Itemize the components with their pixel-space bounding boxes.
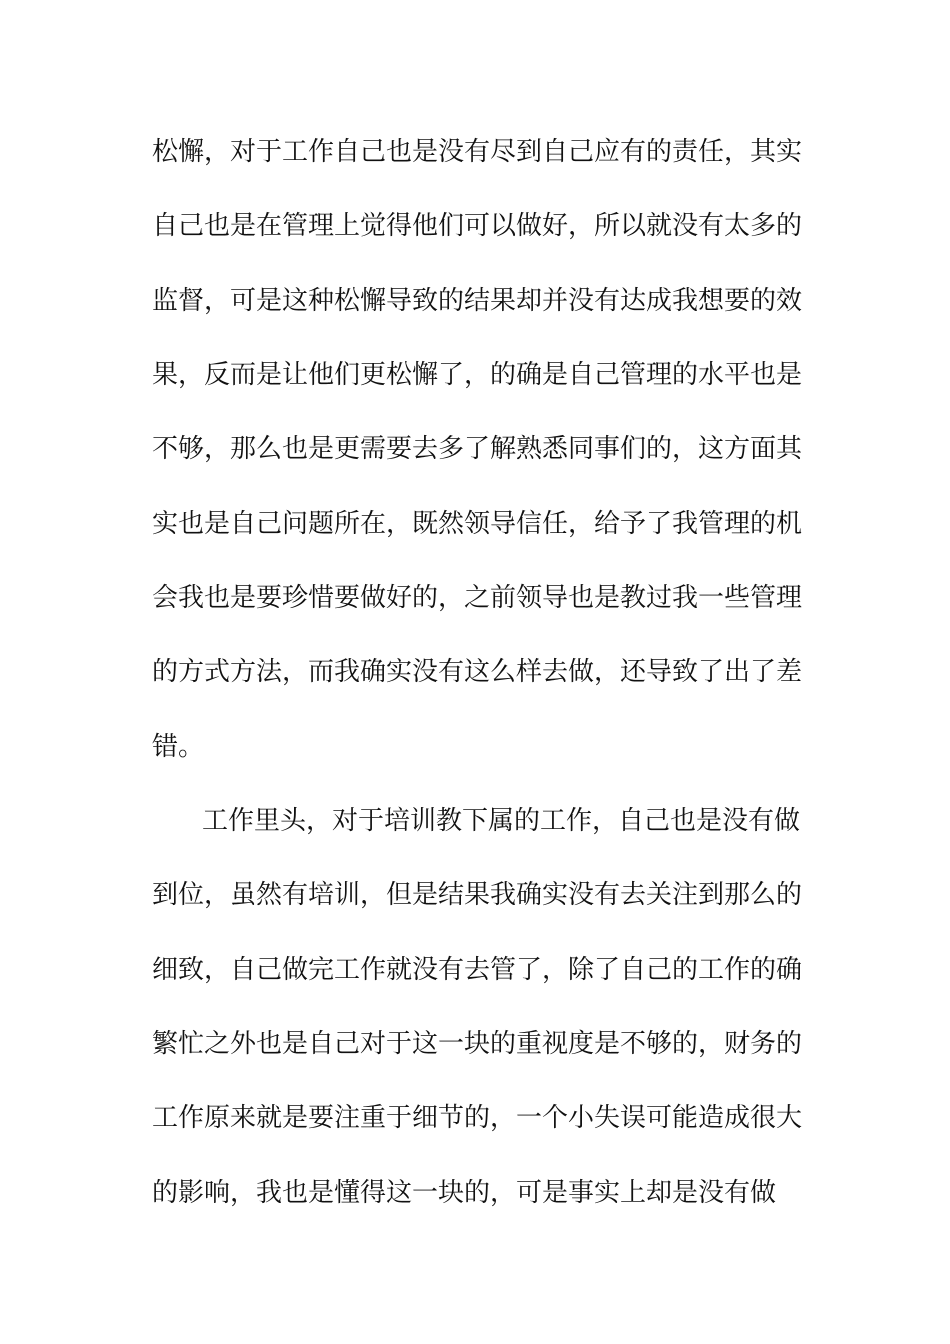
text-line: 果，反而是让他们更松懈了，的确是自己管理的水平也是: [152, 360, 803, 390]
text-line: 工作原来就是要注重于细节的，一个小失误可能造成很大: [152, 1103, 803, 1133]
text-line: 松懈，对于工作自己也是没有尽到自己应有的责任，其实: [152, 137, 803, 167]
text-line: 到位，虽然有培训，但是结果我确实没有去关注到那么的: [152, 880, 803, 910]
text-line: 监督，可是这种松懈导致的结果却并没有达成我想要的效: [152, 286, 803, 316]
text-line: 繁忙之外也是自己对于这一块的重视度是不够的，财务的: [152, 1029, 803, 1059]
text-line: 的影响，我也是懂得这一块的，可是事实上却是没有做: [152, 1178, 777, 1208]
paragraph-first-line: 工作里头，对于培训教下属的工作，自己也是没有做: [202, 806, 801, 836]
text-line: 会我也是要珍惜要做好的，之前领导也是教过我一些管理: [152, 583, 803, 613]
text-line: 不够，那么也是更需要去多了解熟悉同事们的，这方面其: [152, 434, 803, 464]
text-line: 的方式方法，而我确实没有这么样去做，还导致了出了差: [152, 657, 803, 687]
text-line: 自己也是在管理上觉得他们可以做好，所以就没有太多的: [152, 211, 803, 241]
text-line: 细致，自己做完工作就没有去管了，除了自己的工作的确: [152, 955, 803, 985]
text-line: 实也是自己问题所在，既然领导信任，给予了我管理的机: [152, 509, 803, 539]
text-line: 错。: [152, 732, 205, 762]
